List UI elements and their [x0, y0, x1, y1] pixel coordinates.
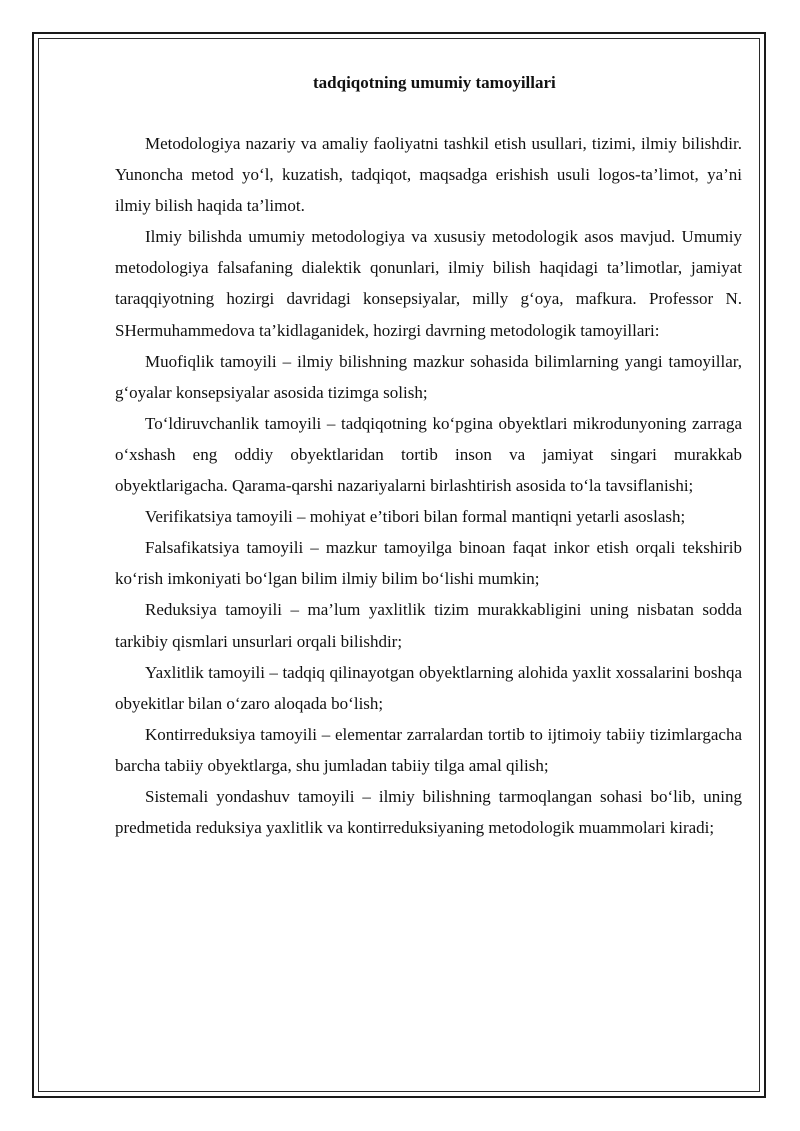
paragraph-kontirreduksiya: Kontirreduksiya tamoyili – elementar zarralardan tortib to ijtimoiy tabiiy tizimlargacha barcha tabiiy obyektlarga, shu jumladan tabiiy tilga amal qilish;	[115, 724, 742, 775]
paragraph-umumiy-metodologiya: Ilmiy bilishda umumiy metodologiya va xususiy metodologik asos mavjud. Umumiy metodologiya falsafaning dialektik qonunlari, ilmiy bilish haqidagi ta’limotlar, jamiyat taraqqiyotning hozirgi davridagi konsepsiyalar, milly g‘oya, mafkura. Professor N. SHermuhammedova ta’kidlaganidek, hozirgi davrning metodologik tamoyillari:	[115, 227, 742, 340]
paragraph-yaxlitlik: Yaxlitlik tamoyili – tadqiq qilinayotgan obyektlarning alohida yaxlit xossalarini boshqa obyekitlar bilan o‘zaro aloqada bo‘lish;	[115, 662, 742, 713]
paragraph-falsafikatsiya: Falsafikatsiya tamoyili – mazkur tamoyilga binoan faqat inkor etish orqali tekshirib ko‘rish imkoniyati bo‘lgan bilim ilmiy bilim bo‘lishi mumkin;	[115, 538, 742, 589]
paragraph-toldiruvchanlik: To‘ldiruvchanlik tamoyili – tadqiqotning ko‘pgina obyektlari mikrodunyoning zarraga o‘xshash eng oddiy obyektlaridan tortib inson va jamiyat singari murakkab obyektlarigacha. Qarama-qarshi nazariyalarni birlashtirish asosida to‘la tavsiflanishi;	[115, 413, 742, 496]
paragraph-sistemali-yondashuv: Sistemali yondashuv tamoyili – ilmiy bilishning tarmoqlangan sohasi bo‘lib, uning predmetida reduksiya yaxlitlik va kontirreduksiyaning metodologik muammolari kiradi;	[115, 786, 742, 838]
paragraph-verifikatsiya: Verifikatsiya tamoyili – mohiyat e’tibori bilan formal mantiqni yetarli asoslash;	[145, 507, 686, 527]
paragraph-muofiqlik: Muofiqlik tamoyili – ilmiy bilishning mazkur sohasida bilimlarning yangi tamoyillar, g‘oyalar konsepsiyalar asosida tizimga solish;	[115, 351, 742, 402]
document-body	[115, 72, 742, 843]
paragraph-metodologiya: Metodologiya nazariy va amaliy faoliyatni tashkil etish usullari, tizimi, ilmiy bilishdir. Yunoncha metod yo‘l, kuzatish, tadqiqot, maqsadga erishish usuli logos-ta’limot, ya’ni ilmiy bilish haqida ta’limot.	[115, 134, 742, 216]
paragraph-reduksiya: Reduksiya tamoyili – ma’lum yaxlitlik tizim murakkabligini uning nisbatan sodda tarkibiy qismlari unsurlari orqali bilishdir;	[115, 600, 742, 651]
document-title: tadqiqotning umumiy tamoyillari	[313, 73, 556, 92]
